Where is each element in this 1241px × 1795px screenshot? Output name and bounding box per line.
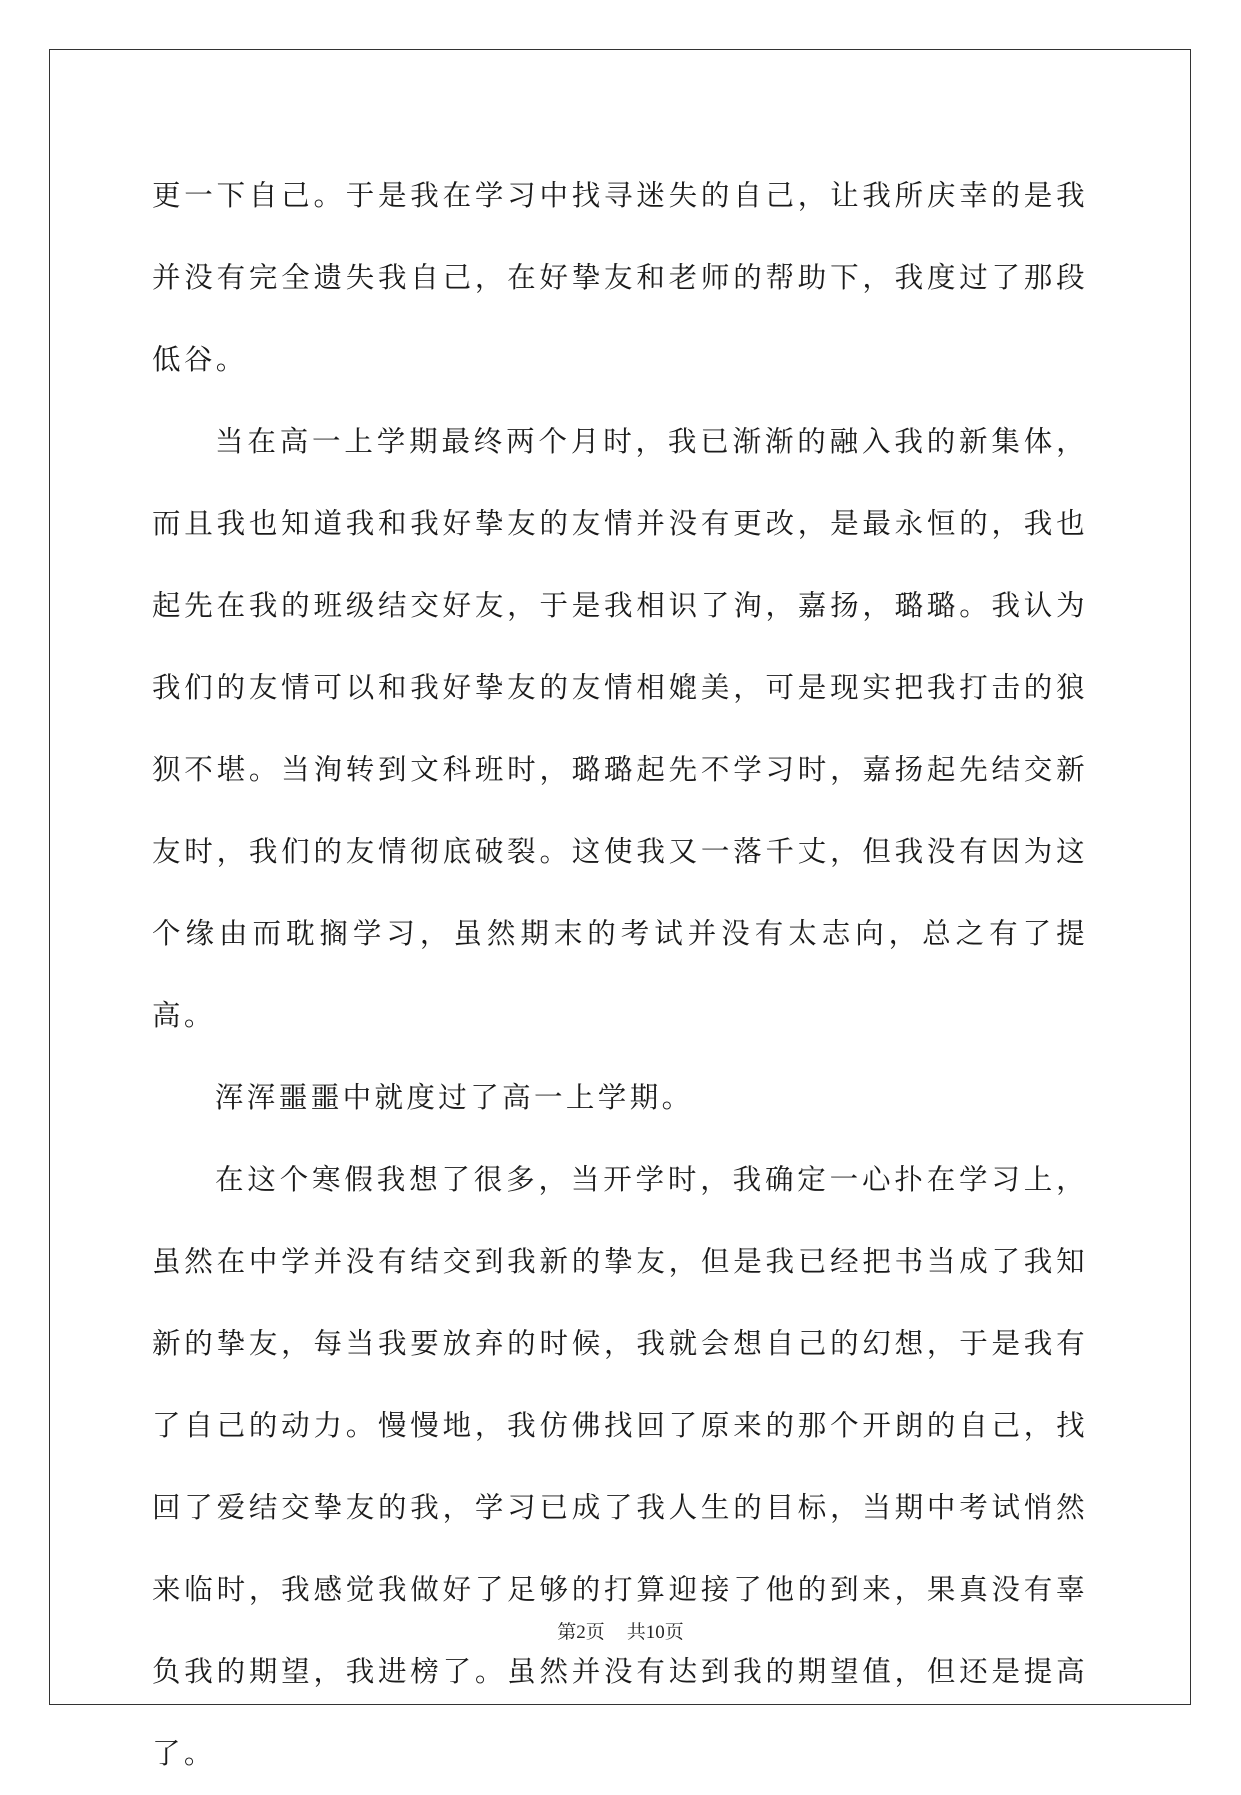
page-number-current: 第2页 bbox=[557, 1622, 605, 1643]
page-number-total: 共10页 bbox=[626, 1622, 684, 1643]
paragraph-4: 在这个寒假我想了很多，当开学时，我确定一心扑在学习上，虽然在中学并没有结交到我新的挚友，但是我已经把书当成了我知新的挚友，每当我要放弃的时候，我就会想自己的幻想，于是我有了自己的动力。慢慢地，我仿佛找回了原来的那个开朗的自己，找回了爱结交挚友的我，学习已成了我人生的目标，当期中考试悄然来临时，我感觉我做好了足够的打算迎接了他的到来，果真没有辜负我的期望，我进榜了。虽然并没有达到我的期望值，但还是提高了。 bbox=[152, 1163, 1088, 1770]
document-body bbox=[152, 155, 1088, 1795]
paragraph-3: 浑浑噩噩中就度过了高一上学期。 bbox=[215, 1081, 694, 1114]
paragraph-1: 更一下自己。于是我在学习中找寻迷失的自己，让我所庆幸的是我并没有完全遗失我自己，在好挚友和老师的帮助下，我度过了那段低谷。 bbox=[152, 179, 1088, 376]
paragraph-2: 当在高一上学期最终两个月时，我已渐渐的融入我的新集体，而且我也知道我和我好挚友的友情并没有更改，是最永恒的，我也起先在我的班级结交好友，于是我相识了洵，嘉扬，璐璐。我认为我们的友情可以和我好挚友的友情相媲美，可是现实把我打击的狼狈不堪。当洵转到文科班时，璐璐起先不学习时，嘉扬起先结交新友时，我们的友情彻底破裂。这使我又一落千丈，但我没有因为这个缘由而耽搁学习，虽然期末的考试并没有太志向，总之有了提高。 bbox=[152, 425, 1088, 1032]
page-footer bbox=[0, 1617, 1241, 1644]
